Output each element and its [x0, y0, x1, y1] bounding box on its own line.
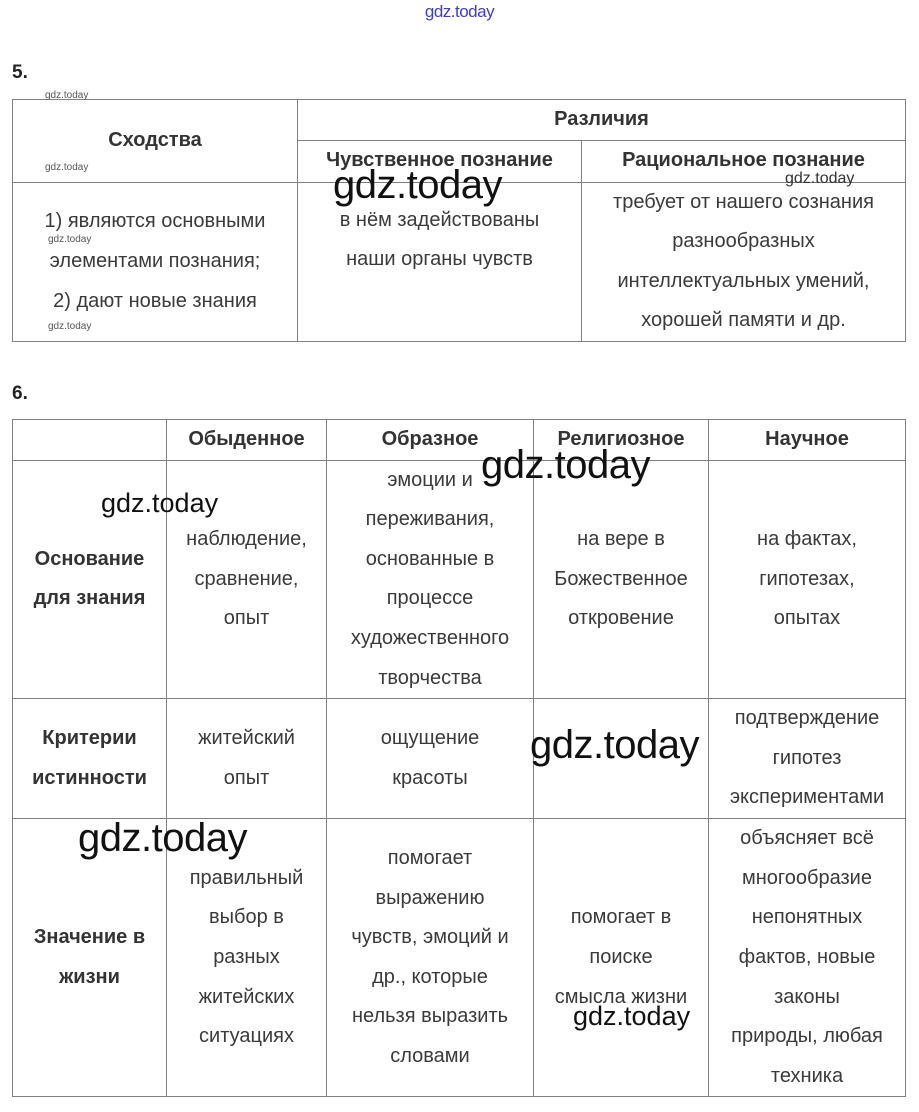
column-header-empty — [13, 420, 167, 461]
cell-criteria-figurative: ощущение красоты — [327, 699, 534, 819]
site-header[interactable]: gdz.today — [424, 2, 495, 21]
watermark: gdz.today — [573, 1001, 691, 1031]
cell-significance-scientific: объясняет всё многообразие непонятных фактов, новые законы природы, любая техника — [709, 819, 906, 1097]
cell-criteria-scientific: подтверждение гипотез экспериментами — [709, 699, 906, 819]
cell-basis-everyday: наблюдение, сравнение, опыт — [167, 460, 327, 699]
watermark: gdz.today — [45, 162, 89, 173]
column-header-everyday: Обыденное — [167, 420, 327, 461]
table-row — [13, 819, 906, 1097]
cell-significance-figurative: помогает выражению чувств, эмоций и др., которые нельзя выразить словами — [327, 819, 534, 1097]
watermark: gdz.today — [333, 163, 502, 207]
cell-significance-religious: помогает в поиске смысла жизни — [534, 819, 709, 1097]
cell-basis-religious: на вере в Божественное откровение — [534, 460, 709, 699]
header-rational: Рациональное познание — [582, 140, 906, 182]
table-row — [13, 699, 906, 819]
watermark: gdz.today — [785, 170, 855, 187]
column-header-figurative: Образное — [327, 420, 534, 461]
task-5-number: 5. — [12, 62, 28, 83]
cell-basis-figurative: эмоции и переживания, основанные в процессе художественного творчества — [327, 460, 534, 699]
row-label-significance: Значение в жизни — [13, 819, 167, 1097]
watermark: gdz.today — [481, 443, 650, 487]
cell-significance-everyday: правильный выбор в разных житейских ситуациях — [167, 819, 327, 1097]
cell-sensory: в нём задействованы наши органы чувств — [298, 182, 582, 341]
watermark: gdz.today — [78, 816, 247, 860]
cell-similarities: 1) являются основными элементами познания; 2) дают новые знания — [13, 182, 298, 341]
row-label-criteria: Критерии истинности — [13, 699, 167, 819]
row-label-basis: Основание для знания — [13, 460, 167, 699]
column-header-religious: Религиозное — [534, 420, 709, 461]
watermark: gdz.today — [101, 488, 219, 518]
cell-criteria-everyday: житейский опыт — [167, 699, 327, 819]
cell-rational: требует от нашего сознания разнообразных интеллектуальных умений, хорошей памяти и др. — [582, 182, 906, 341]
task-5-table — [12, 99, 906, 342]
header-sensory: Чувственное познание — [298, 140, 582, 182]
column-header-scientific: Научное — [709, 420, 906, 461]
task-6-table — [12, 419, 906, 1097]
watermark: gdz.today — [48, 321, 92, 332]
task-6-number: 6. — [12, 383, 28, 404]
cell-basis-scientific: на фактах, гипотезах, опытах — [709, 460, 906, 699]
header-similarities: Сходства — [13, 100, 298, 183]
watermark: gdz.today — [530, 723, 699, 767]
header-differences: Различия — [298, 100, 906, 141]
watermark: gdz.today — [45, 90, 89, 101]
watermark: gdz.today — [48, 234, 92, 245]
